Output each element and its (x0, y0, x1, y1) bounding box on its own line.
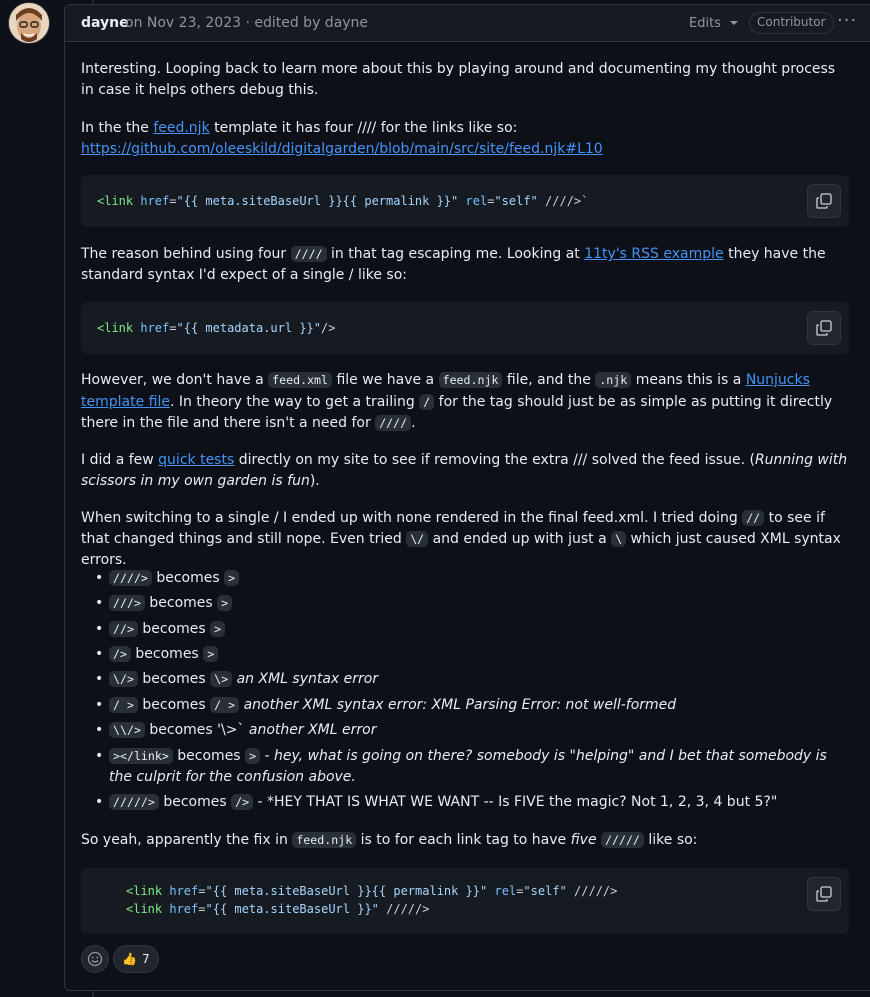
inline-code: > (203, 646, 218, 662)
code-token: <link (97, 321, 134, 335)
text: file we have a (332, 372, 439, 388)
comment-header (65, 5, 870, 42)
text: The reason behind using four (81, 246, 291, 262)
list-item (109, 593, 849, 614)
inline-code: > (224, 570, 239, 586)
feed-njk-link[interactable]: feed.njk (153, 120, 210, 136)
inline-code: feed.njk (439, 372, 503, 388)
text: becomes (130, 646, 204, 662)
inline-code: feed.njk (292, 832, 356, 848)
list-item (109, 720, 849, 741)
avatar[interactable] (8, 2, 50, 44)
contributor-badge: Contributor (749, 12, 834, 34)
rss-example-link[interactable]: 11ty's RSS example (584, 246, 724, 262)
code-line: <link href="{{ metadata.url }}"/> (97, 321, 336, 335)
text: becomes (151, 570, 225, 586)
code-token: href (140, 321, 170, 335)
code-token: "{{ metadata.url }}" (176, 321, 321, 335)
paragraph-4 (81, 370, 849, 435)
code-token: ////>` (545, 194, 589, 208)
code-token: href (169, 884, 199, 898)
inline-code: / (419, 394, 434, 410)
inline-code: / > (109, 697, 138, 713)
text: becomes (158, 794, 232, 810)
code-token: "{{ meta.siteBaseUrl }}" (205, 902, 379, 916)
inline-code: \/> (109, 671, 138, 687)
text: they have the standard syntax I'd expect of a single / like so: (81, 246, 826, 283)
inline-code: //// (291, 246, 327, 262)
inline-code: //// (375, 415, 411, 431)
inline-code: > (217, 595, 232, 611)
copy-icon (816, 886, 832, 902)
code-token: href (140, 194, 170, 208)
paragraph-7 (81, 830, 849, 851)
text: means this is a (631, 372, 746, 388)
inline-code: \\/> (109, 722, 145, 738)
inline-code: ///> (109, 595, 145, 611)
text: I did a few (81, 452, 159, 468)
text: becomes '\>` (144, 722, 245, 738)
code-token: /> (321, 321, 336, 335)
inline-code: / > (210, 697, 239, 713)
list-item (109, 644, 849, 665)
kebab-horizontal-icon[interactable]: ··· (837, 10, 858, 31)
copy-button[interactable] (807, 877, 841, 911)
inline-code: feed.xml (268, 372, 332, 388)
thumbs-up-icon: 👍 (122, 951, 137, 966)
code-token: /////> (386, 902, 430, 916)
add-reaction-button[interactable] (81, 945, 109, 973)
chevron-down-icon (729, 18, 739, 28)
code-token: "self" (523, 884, 567, 898)
code-line: <link href="{{ meta.siteBaseUrl }}" /////> (126, 902, 430, 916)
code-token: <link (126, 884, 163, 898)
code-block-1 (81, 175, 849, 227)
text: and ended up with just a (428, 531, 612, 547)
text: like so: (643, 832, 698, 848)
copy-button[interactable] (807, 184, 841, 218)
code-line: <link href="{{ meta.siteBaseUrl }}{{ permalink }}" rel="self" /////> (126, 884, 618, 898)
text: in that tag escaping me. Looking at (326, 246, 585, 262)
text: becomes (137, 697, 211, 713)
inline-code: ></link> (109, 748, 173, 764)
paragraph-5 (81, 450, 849, 492)
code-block-3 (81, 868, 849, 934)
code-token: rel (465, 194, 488, 208)
text: - *HEY THAT IS WHAT WE WANT -- Is FIVE the magic? Not 1, 2, 3, 4 but 5?" (253, 794, 778, 810)
paragraph-6 (81, 508, 849, 571)
text: directly on my site to see if removing the extra /// solved the feed issue. ( (234, 452, 755, 468)
inline-code: \ (611, 531, 626, 547)
text: becomes (144, 595, 218, 611)
text: becomes (137, 671, 211, 687)
inline-code: .njk (595, 372, 631, 388)
code-token: "self" (494, 194, 538, 208)
inline-code: /////> (109, 794, 159, 810)
text: . (411, 415, 416, 431)
reaction-count: 7 (141, 951, 150, 966)
inline-code: \> (210, 671, 232, 687)
text: template it has four //// for the links like so: (209, 120, 518, 136)
list-item (109, 695, 849, 716)
text: file, and the (502, 372, 596, 388)
edits-label: Edits (689, 16, 721, 31)
inline-code: // (742, 510, 764, 526)
emphasis: Running with scissors in my own garden is fun (81, 452, 848, 489)
inline-code: > (245, 748, 260, 764)
text: When switching to a single / I ended up with none rendered in the final feed.xml. I tried doing (81, 510, 743, 526)
text: So yeah, apparently the fix in (81, 832, 293, 848)
edits-dropdown[interactable] (689, 13, 739, 34)
emphasis: another XML syntax error: XML Parsing Error: not well-formed (239, 697, 677, 713)
inline-code: > (210, 621, 225, 637)
text: . In theory the way to get a trailing (169, 393, 420, 410)
code-line: <link href="{{ meta.siteBaseUrl }}{{ permalink }}" rel="self" ////>` (97, 194, 589, 208)
thumbs-up-reaction[interactable] (113, 945, 159, 973)
inline-code: ////> (109, 570, 152, 586)
text: to see if that changed things and still nope. Even tried (81, 510, 825, 547)
copy-button[interactable] (807, 311, 841, 345)
paragraph-1: Interesting. Looping back to learn more about this by playing around and documenting my thought process in case it helps others debug this. (81, 61, 836, 98)
text: is to for each link tag to have (356, 832, 571, 848)
text: In the the (81, 120, 154, 136)
inline-code: /> (231, 794, 253, 810)
inline-code: /> (109, 646, 131, 662)
inline-code: ///// (601, 832, 644, 848)
paragraph-3 (81, 244, 849, 286)
github-source-link[interactable]: https://github.com/oleeskild/digitalgarden/blob/main/src/site/feed.njk#L10 (81, 141, 603, 157)
code-block-2 (81, 302, 849, 354)
list-item (109, 568, 849, 589)
text: However, we don't have a (81, 372, 269, 388)
emphasis: an XML syntax error (232, 671, 379, 687)
text: ). (309, 473, 320, 489)
emphasis: - hey, what is going on there? somebody is "helping" and I bet that somebody is the culprit for the confusion above. (109, 748, 827, 785)
text: for the tag should just be as simple as putting it directly there in the file and there isn't a need for (81, 393, 833, 431)
list-item (109, 792, 849, 813)
code-token: href (169, 902, 199, 916)
text: becomes (172, 748, 246, 764)
code-token: /////> (574, 884, 618, 898)
list-item (109, 746, 849, 788)
inline-code: //> (109, 621, 138, 637)
code-token: "{{ meta.siteBaseUrl }}{{ permalink }}" (205, 884, 488, 898)
paragraph-2 (81, 118, 849, 160)
avatar-image (9, 3, 49, 43)
emphasis: five (570, 832, 597, 848)
text: becomes (137, 621, 211, 637)
code-token: "{{ meta.siteBaseUrl }}{{ permalink }}" (176, 194, 459, 208)
nunjucks-link[interactable]: Nunjucks template file (81, 372, 810, 410)
code-token: <link (97, 194, 134, 208)
list-item (109, 619, 849, 640)
comment-meta[interactable]: on Nov 23, 2023 · edited by dayne (125, 15, 369, 31)
emphasis: another XML error (244, 722, 377, 738)
code-token: <link (126, 902, 163, 916)
comment-box (64, 4, 870, 991)
text: which just caused XML syntax errors. (81, 531, 841, 568)
quick-tests-link[interactable]: quick tests (158, 452, 235, 468)
author-link[interactable]: dayne (81, 15, 129, 31)
list-item (109, 669, 849, 690)
inline-code: \/ (406, 531, 428, 547)
code-token: rel (494, 884, 517, 898)
copy-icon (816, 320, 832, 336)
smiley-icon (87, 951, 103, 967)
copy-icon (816, 193, 832, 209)
